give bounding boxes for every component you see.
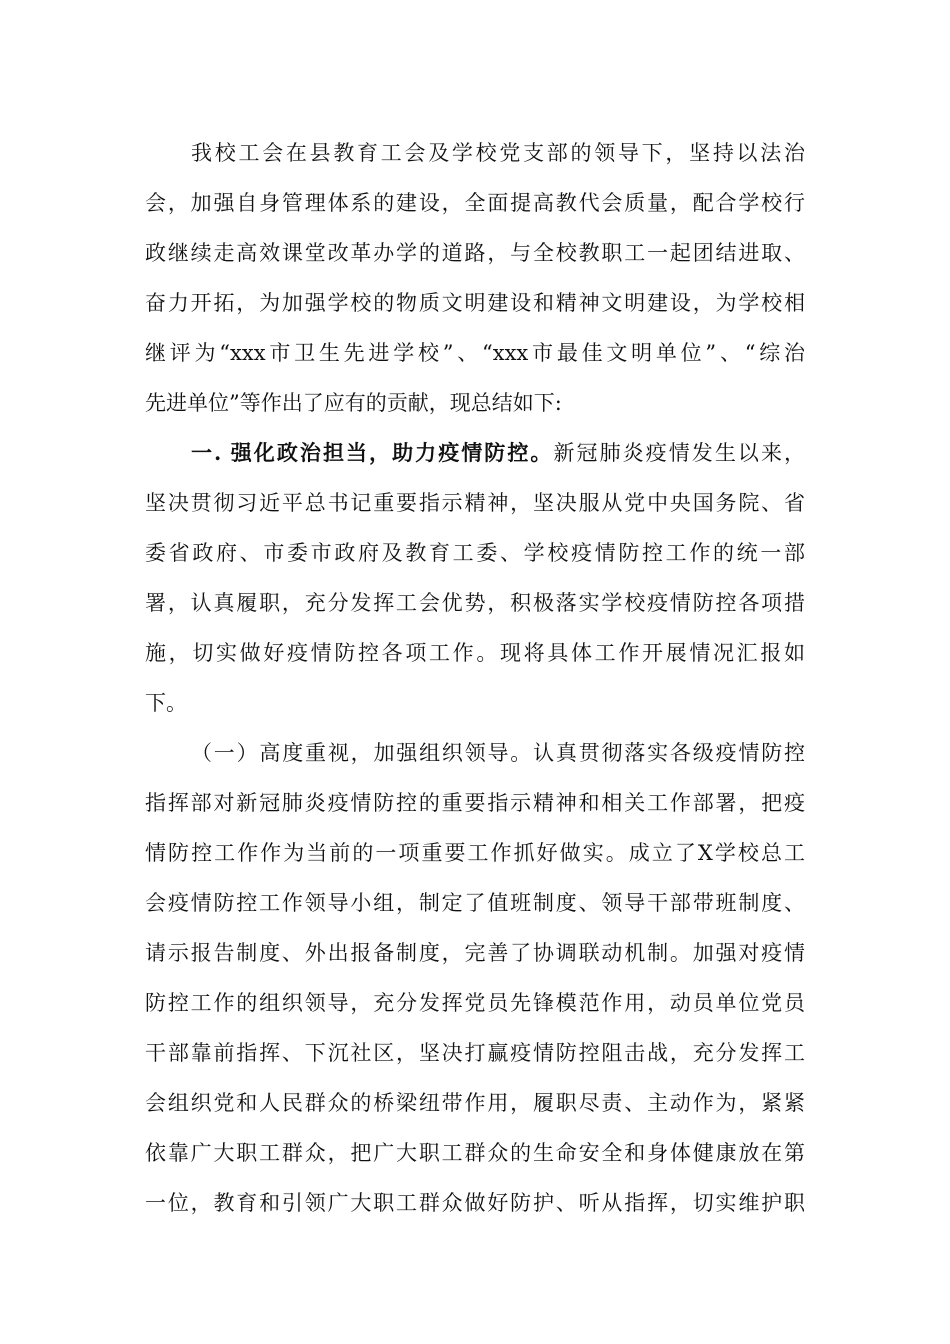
body-text <box>145 128 805 1228</box>
paragraph-2-line-1-text: 新冠肺炎疫情发生以来， <box>553 441 805 465</box>
paragraph-2-line-4: 署，认真履职，充分发挥工会优势，积极落实学校疫情防控各项措 <box>145 591 805 615</box>
paragraph-3-line-9: 依靠广大职工群众，把广大职工群众的生命安全和身体健康放在第 <box>145 1141 805 1165</box>
paragraph-3-line-7: 干部靠前指挥、下沉社区，坚决打赢疫情防控阻击战，充分发挥工 <box>145 1041 805 1065</box>
paragraph-3-line-3: 情防控工作作为当前的一项重要工作抓好做实。成立了X学校总工 <box>145 841 805 865</box>
paragraph-3-line-1: （一）高度重视，加强组织领导。认真贯彻落实各级疫情防控 <box>191 741 805 765</box>
paragraph-1-line-1: 我校工会在县教育工会及学校党支部的领导下，坚持以法治 <box>191 141 805 165</box>
paragraph-2-line-6: 下。 <box>145 691 187 715</box>
paragraph-3-line-6: 防控工作的组织领导，充分发挥党员先锋模范作用，动员单位党员 <box>145 991 805 1015</box>
paragraph-1-line-4: 奋力开拓，为加强学校的物质文明建设和精神文明建设，为学校相 <box>145 291 805 315</box>
paragraph-3-line-8: 会组织党和人民群众的桥梁纽带作用，履职尽责、主动作为，紧紧 <box>145 1091 805 1115</box>
paragraph-2-line-2: 坚决贯彻习近平总书记重要指示精神，坚决服从党中央国务院、省 <box>145 491 805 515</box>
paragraph-2-line-3: 委省政府、市委市政府及教育工委、学校疫情防控工作的统一部 <box>145 541 805 565</box>
paragraph-2-line-5: 施，切实做好疫情防控各项工作。现将具体工作开展情况汇报如 <box>145 641 805 665</box>
paragraph-3-line-10: 一位，教育和引领广大职工群众做好防护、听从指挥，切实维护职 <box>145 1191 805 1215</box>
paragraph-2-line-1 <box>145 428 805 478</box>
paragraph-3-line-5: 请示报告制度、外出报备制度，完善了协调联动机制。加强对疫情 <box>145 941 805 965</box>
paragraph-1-line-3: 政继续走高效课堂改革办学的道路，与全校教职工一起团结进取、 <box>145 241 805 265</box>
paragraph-3-line-4: 会疫情防控工作领导小组，制定了值班制度、领导干部带班制度、 <box>145 891 805 915</box>
paragraph-1-line-2: 会，加强自身管理体系的建设，全面提高教代会质量，配合学校行 <box>145 191 805 215</box>
section-heading: 一. 强化政治担当，助力疫情防控。 <box>191 440 554 465</box>
paragraph-1-line-5: 继评为“xxx市卫生先进学校”、“xxx市最佳文明单位”、“综治 <box>145 341 805 365</box>
paragraph-1-line-6: 先进单位”等作出了应有的贡献，现总结如下: <box>145 391 562 415</box>
paragraph-3-line-2: 指挥部对新冠肺炎疫情防控的重要指示精神和相关工作部署，把疫 <box>145 791 805 815</box>
